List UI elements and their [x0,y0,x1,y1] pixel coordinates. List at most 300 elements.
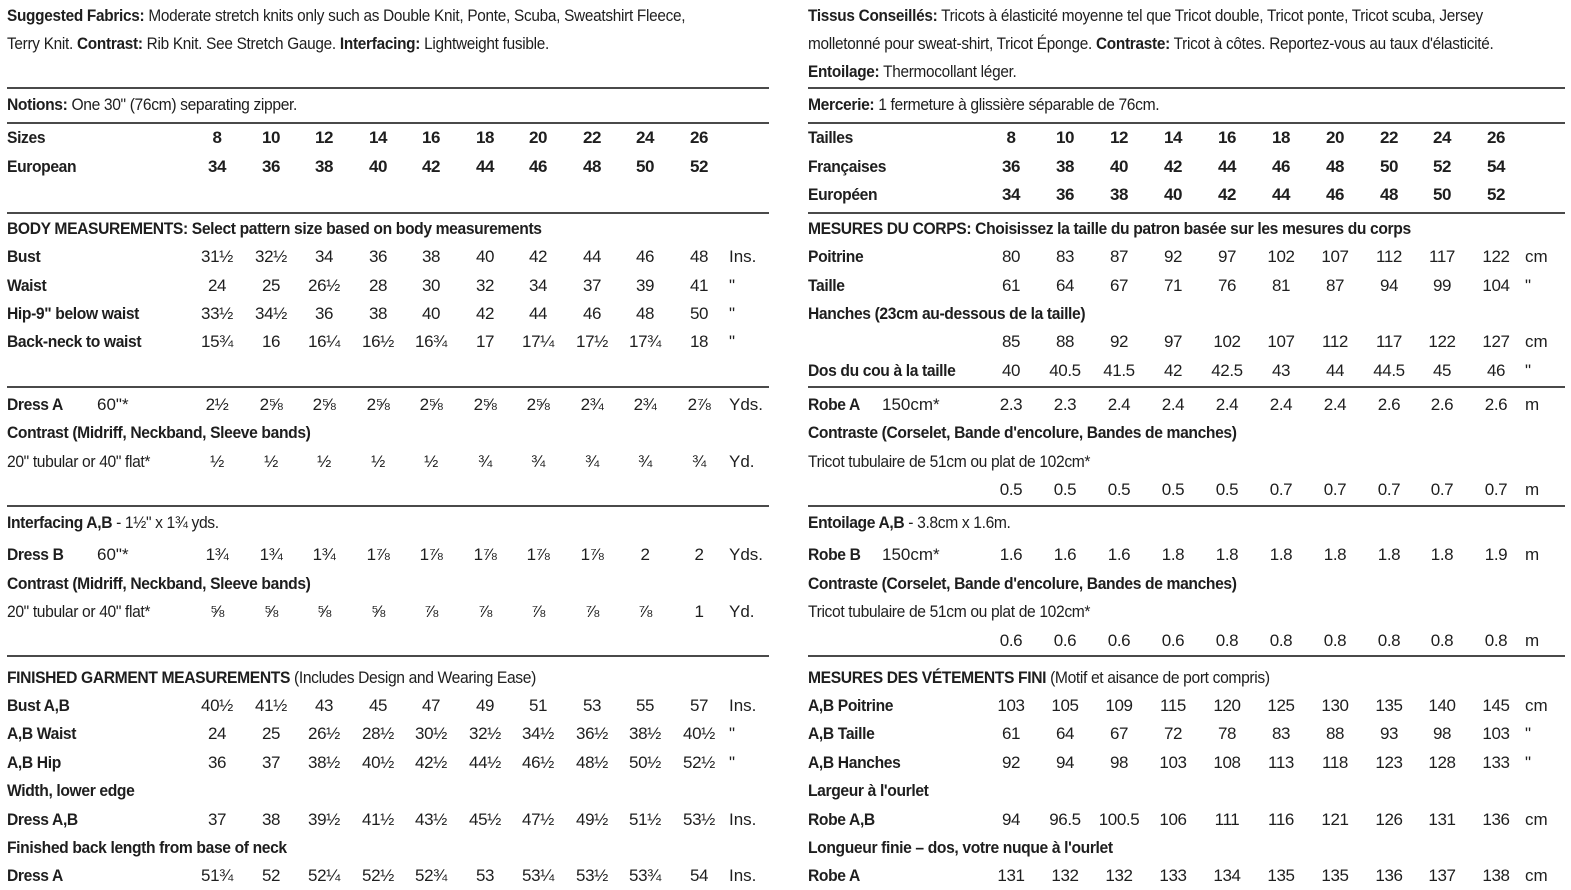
size-cell: 28 [368,276,388,295]
intro-line [7,2,716,30]
row-label-text: Tricot tubulaire de 51cm ou plat de 102cm* [808,602,1091,621]
row-label-text: Tricot tubulaire de 51cm ou plat de 102cm* [808,452,1091,471]
size-cell: 1¾ [259,545,283,564]
size-cell: 2⅝ [526,395,550,414]
row-label [7,806,78,834]
size-cell: 10 [1055,128,1075,147]
size-cell: 1.6 [1053,545,1077,564]
row-label-text: One 30" (76cm) separating zipper. [67,95,297,114]
section-divider [7,505,769,507]
size-cell: 33½ [201,304,233,323]
size-cell: 2⅝ [312,395,336,414]
measurement-row [808,777,1565,805]
measurement-row [7,243,769,271]
row-label-note: (Includes Design and Wearing Ease) [290,668,536,687]
size-cell: 24 [635,128,655,147]
size-cell: 109 [1105,696,1133,715]
row-label [7,777,134,805]
unit-label: Yd. [729,452,755,471]
size-cell: 2.4 [1323,395,1347,414]
unit-label: " [729,724,736,743]
fabric-intro [808,2,1512,86]
size-cell: 1¾ [312,545,336,564]
size-cell: 0.6 [1053,631,1077,650]
size-cell: 36½ [576,724,608,743]
measurement-row [7,692,769,720]
row-label [808,541,861,569]
size-cell: 45 [368,696,388,715]
size-cell: 53 [582,696,602,715]
size-cell: 116 [1268,810,1294,829]
size-cell: 136 [1482,810,1510,829]
size-cell: 12 [314,128,334,147]
row-label-text: 20" tubular or 40" flat* [7,602,151,621]
size-cell: 1.8 [1269,545,1293,564]
row-label-text: Hanches (23cm au-dessous de la taille) [808,304,1086,323]
measurement-row [808,419,1565,447]
size-cell: 14 [1163,128,1183,147]
size-cell: 38 [1109,185,1129,204]
size-cell: 98 [1432,724,1452,743]
size-cell: 16¼ [308,332,340,351]
size-cell: 38½ [629,724,661,743]
size-cell: 0.8 [1377,631,1401,650]
size-cell: 12 [1109,128,1129,147]
row-label [7,664,536,692]
measurement-row [808,181,1565,209]
size-cell: 44.5 [1373,361,1405,380]
size-cell: 17 [475,332,495,351]
size-cell: 51½ [629,810,661,829]
row-label-text: Dress A,B [7,810,78,829]
size-cell: 2 [640,545,650,564]
size-cell: 24 [207,724,227,743]
row-label [808,91,1159,119]
size-cell: 104 [1482,276,1510,295]
size-cell: 43½ [415,810,447,829]
size-cell: 17¼ [522,332,554,351]
unit-label: m [1525,395,1540,414]
unit-label: m [1525,480,1540,499]
size-cell: 97 [1163,332,1183,351]
size-cell: 2⅞ [687,395,711,414]
measurement-row [7,91,769,119]
measurement-row [808,300,1565,328]
size-cell: 22 [582,128,602,147]
row-label [808,300,1085,328]
size-cell: 111 [1214,810,1240,829]
size-cell: 2½ [205,395,229,414]
row-label [7,272,46,300]
size-cell: 135 [1321,866,1349,885]
size-cell: 122 [1482,247,1510,266]
size-cell: ½ [210,452,224,471]
size-cell: 36 [261,157,281,176]
unit-label: cm [1525,696,1548,715]
size-cell: 57 [689,696,709,715]
size-cell: 83 [1271,724,1291,743]
row-label [7,720,76,748]
size-cell: 25 [261,724,281,743]
size-cell: 61 [1001,276,1021,295]
size-cell: 76 [1217,276,1237,295]
size-cell: ¾ [692,452,706,471]
size-cell: 45 [1432,361,1452,380]
size-cell: 106 [1159,810,1187,829]
row-label-text: Tailles [808,128,853,147]
size-cell: 30½ [415,724,447,743]
size-cell: 42.5 [1211,361,1243,380]
row-label [7,692,70,720]
row-label-text: Width, lower edge [7,781,135,800]
row-label [808,720,874,748]
unit-label: cm [1525,247,1548,266]
size-cell: 40 [475,247,495,266]
size-cell: 43 [314,696,334,715]
row-label [7,570,310,598]
row-label-text: A,B Taille [808,724,875,743]
measurement-row [7,300,769,328]
size-cell: 115 [1160,696,1186,715]
size-cell: 44 [528,304,548,323]
size-cell: 0.6 [1161,631,1185,650]
size-cell: 0.7 [1323,480,1347,499]
size-cell: 96.5 [1049,810,1081,829]
size-cell: 2.6 [1430,395,1454,414]
size-cell: ½ [317,452,331,471]
size-cell: 0.8 [1323,631,1347,650]
size-cell: 34 [207,157,227,176]
size-cell: 37 [207,810,227,829]
measurement-row [808,692,1565,720]
unit-label: m [1525,545,1540,564]
row-label [808,664,1270,692]
measurement-row [808,627,1565,655]
size-cell: ¾ [478,452,492,471]
size-cell: ⅞ [585,602,599,621]
size-cell: 53¾ [629,866,661,885]
size-cell: 138 [1482,866,1510,885]
size-cell: 137 [1428,866,1456,885]
size-cell: 17¾ [629,332,661,351]
size-cell: 46½ [522,753,554,772]
row-label-text: Hip-9" below waist [7,304,140,323]
size-cell: 24 [207,276,227,295]
unit-label: Ins. [729,810,757,829]
size-cell: 8 [1006,128,1016,147]
size-cell: 1.8 [1215,545,1239,564]
size-cell: 44½ [469,753,501,772]
size-cell: 132 [1105,866,1133,885]
size-cell: 88 [1325,724,1345,743]
size-cell: 67 [1109,276,1129,295]
size-cell: 36 [207,753,227,772]
row-label-text: Dress B [7,545,64,564]
size-cell: 50 [689,304,709,323]
row-label-text: Bust A,B [7,696,70,715]
row-label [808,862,860,890]
size-cell: 52 [1486,185,1506,204]
size-cell: 18 [475,128,495,147]
measurement-row [7,749,769,777]
size-cell: 2.4 [1269,395,1293,414]
size-cell: 47 [421,696,441,715]
section-divider [7,87,769,89]
row-label-text: Contrast (Midriff, Neckband, Sleeve bands) [7,423,311,442]
size-cell: 61 [1001,724,1021,743]
size-cell: 0.5 [1215,480,1239,499]
measurement-row [808,448,1565,476]
size-cell: 42 [421,157,441,176]
row-label-text: Robe A [808,866,860,885]
size-cell: ⅞ [424,602,438,621]
section-divider [808,505,1565,507]
measurement-row [7,777,769,805]
unit-label: Ins. [729,696,757,715]
size-cell: 1.6 [1107,545,1131,564]
intro-text: molletonné pour sweat-shirt, Tricot Éponge. [808,35,1096,53]
row-label-note: - 3.8cm x 1.6m. [904,513,1011,532]
size-cell: ⅝ [371,602,385,621]
size-cell: 16 [421,128,441,147]
size-cell: ¾ [531,452,545,471]
measurement-row [808,720,1565,748]
size-cell: 94 [1055,753,1075,772]
size-cell: 2.4 [1107,395,1131,414]
size-cell: 1.9 [1484,545,1508,564]
size-cell: 49½ [576,810,608,829]
size-cell: 2.6 [1484,395,1508,414]
size-cell: 40 [1001,361,1021,380]
size-cell: ½ [371,452,385,471]
measurement-row [808,124,1565,152]
row-label-text: Contrast (Midriff, Neckband, Sleeve bands) [7,574,311,593]
size-cell: 26½ [308,276,340,295]
size-cell: 112 [1376,247,1402,266]
size-cell: 97 [1217,247,1237,266]
size-cell: 0.5 [1053,480,1077,499]
unit-label: Yd. [729,602,755,621]
size-cell: 1.8 [1323,545,1347,564]
size-cell: 53½ [576,866,608,885]
size-cell: 67 [1109,724,1129,743]
size-cell: 52½ [683,753,715,772]
measurement-row [808,509,1565,537]
size-cell: 40 [1109,157,1129,176]
size-cell: 39 [635,276,655,295]
size-cell: 34 [314,247,334,266]
row-label-text: Européen [808,185,878,204]
measurement-row [808,749,1565,777]
row-label-text: Robe A [808,395,860,414]
intro-text: Rib Knit. See Stretch Gauge. [142,35,340,53]
size-cell: 48 [1325,157,1345,176]
size-cell: 54 [689,866,709,885]
size-cell: 20 [528,128,548,147]
row-label [808,419,1237,447]
size-cell: 133 [1159,866,1187,885]
size-cell: 145 [1482,696,1510,715]
measurement-row [808,391,1565,419]
unit-label: Ins. [729,247,757,266]
size-cell: 113 [1268,753,1294,772]
size-cell: 44 [1217,157,1237,176]
size-cell: 40 [421,304,441,323]
unit-label: " [1525,753,1532,772]
size-cell: 123 [1375,753,1403,772]
size-cell: 98 [1109,753,1129,772]
row-label-text: Back-neck to waist [7,332,142,351]
size-cell: 50½ [629,753,661,772]
size-cell: 100.5 [1098,810,1140,829]
row-label [7,328,141,356]
size-cell: 87 [1325,276,1345,295]
size-cell: ⅝ [317,602,331,621]
row-label [808,243,863,271]
intro-heading: Tissus Conseillés: [808,7,938,25]
size-cell: 64 [1055,724,1075,743]
size-cell: 2.6 [1377,395,1401,414]
size-cell: 0.7 [1430,480,1454,499]
measurement-row [7,124,769,152]
size-cell: 32½ [469,724,501,743]
row-label-heading: Notions: [7,95,68,114]
measurement-row [7,509,769,537]
row-label-text: Interfacing A,B [7,513,113,532]
row-label-text: Longueur finie – dos, votre nuque à l'ourlet [808,838,1113,857]
row-label-text: Dress A [7,866,63,885]
row-label-text: MESURES DES VÉTEMENTS FINI [808,668,1047,687]
size-cell: 39½ [308,810,340,829]
measurement-row [808,806,1565,834]
row-label [808,509,1011,537]
size-cell: 42 [1163,361,1183,380]
size-cell: 2.4 [1215,395,1239,414]
size-cell: ½ [264,452,278,471]
size-cell: 15¾ [201,332,233,351]
measurement-row [7,153,769,181]
unit-label: Yds. [729,395,764,414]
section-divider [808,87,1565,89]
size-cell: 140 [1428,696,1456,715]
size-cell: 18 [1271,128,1291,147]
size-cell: 131 [997,866,1025,885]
fabric-intro [7,2,716,58]
size-cell: 105 [1051,696,1079,715]
row-label [7,91,297,119]
unit-label: " [1525,361,1532,380]
unit-label: m [1525,631,1540,650]
size-cell: 16½ [362,332,394,351]
row-label [808,834,1113,862]
row-label-text: Entoilage A,B [808,513,905,532]
size-cell: 0.5 [1107,480,1131,499]
size-cell: 34 [1001,185,1021,204]
size-cell: 55 [635,696,655,715]
intro-heading: Suggested Fabrics: [7,7,145,25]
size-cell: ⅞ [478,602,492,621]
unit-label: " [729,332,736,351]
row-label-note: 1 fermeture à glissière séparable de 76cm. [874,95,1160,114]
size-cell: 50 [1432,185,1452,204]
size-cell: 50 [1379,157,1399,176]
size-cell: 52 [261,866,281,885]
size-cell: 26½ [308,724,340,743]
size-cell: 2⅝ [419,395,443,414]
unit-label: " [1525,276,1532,295]
size-cell: ⅝ [210,602,224,621]
row-label [808,570,1237,598]
intro-line [808,58,1512,86]
row-label-note: (Motif et aisance de port compris) [1046,668,1270,687]
size-cell: 42 [475,304,495,323]
intro-text: Lightweight fusible. [420,35,550,53]
row-label [808,391,860,419]
row-label [7,419,310,447]
size-cell: 126 [1375,810,1403,829]
size-cell: 42 [528,247,548,266]
intro-text: Tricot à côtes. Reportez-vous au taux d'élasticité. [1169,35,1494,53]
measurement-row [808,153,1565,181]
measurement-row [7,448,769,476]
unit-label: " [1525,724,1532,743]
size-cell: 37 [261,753,281,772]
size-cell: 83 [1055,247,1075,266]
size-cell: 92 [1001,753,1021,772]
size-cell: 44 [582,247,602,266]
size-cell: 2⅝ [259,395,283,414]
size-cell: 99 [1432,276,1452,295]
size-cell: 88 [1055,332,1075,351]
size-cell: 36 [1001,157,1021,176]
unit-label: " [729,753,736,772]
size-cell: 22 [1379,128,1399,147]
size-cell: 46 [528,157,548,176]
size-cell: 42 [1217,185,1237,204]
size-cell: 34½ [522,724,554,743]
measurement-row [7,272,769,300]
measurement-row [7,664,769,692]
row-label [808,777,929,805]
size-cell: 26 [689,128,709,147]
size-cell: 53¼ [522,866,554,885]
row-label [808,181,877,209]
size-cell: 112 [1322,332,1348,351]
section-divider [7,212,769,214]
size-cell: 48 [582,157,602,176]
size-cell: 133 [1482,753,1510,772]
size-cell: 43 [1271,361,1291,380]
size-cell: 135 [1267,866,1295,885]
size-cell: 0.6 [999,631,1023,650]
size-cell: 16 [261,332,281,351]
size-cell: 24 [1432,128,1452,147]
intro-text: Thermocollant léger. [879,63,1017,81]
row-label-text: A,B Poitrine [808,696,894,715]
section-divider [7,655,769,657]
row-label [808,749,900,777]
row-label [7,541,64,569]
size-cell: 0.8 [1269,631,1293,650]
size-cell: 134 [1213,866,1241,885]
size-cell: 32½ [255,247,287,266]
measurement-row [808,91,1565,119]
intro-heading: Contraste: [1095,35,1170,53]
size-cell: 51 [528,696,548,715]
measurement-row [808,215,1565,243]
row-label [7,598,150,626]
row-label-text: Sizes [7,128,46,147]
